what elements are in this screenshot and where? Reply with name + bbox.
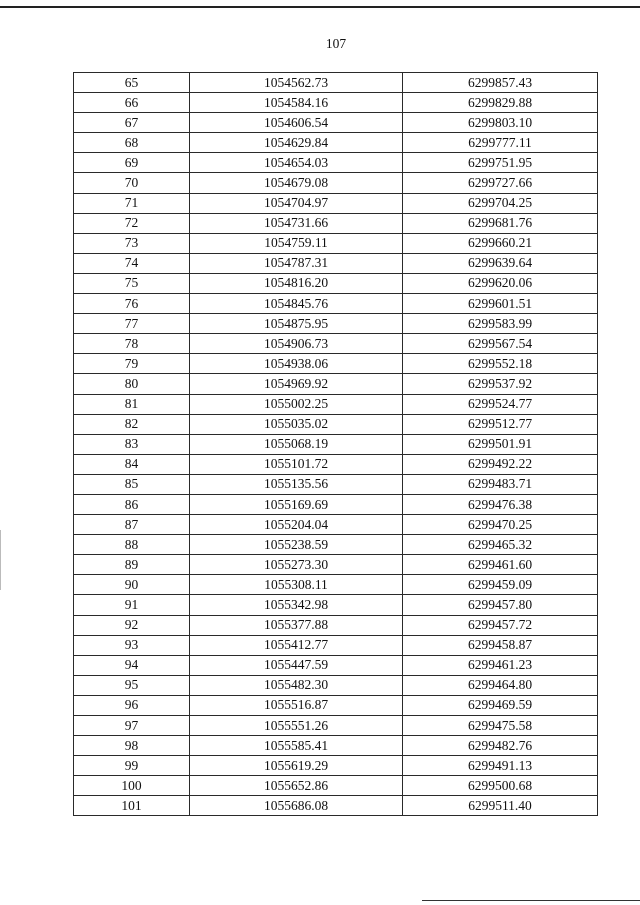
x-coordinate-cell: 1055273.30	[190, 555, 403, 575]
point-number-cell: 89	[74, 555, 190, 575]
y-coordinate-cell: 6299476.38	[403, 494, 598, 514]
point-number-cell: 71	[74, 193, 190, 213]
x-coordinate-cell: 1055169.69	[190, 494, 403, 514]
table-row	[74, 756, 598, 776]
x-coordinate-cell: 1055619.29	[190, 756, 403, 776]
point-number-cell: 100	[74, 776, 190, 796]
table-row	[74, 414, 598, 434]
table-row	[74, 253, 598, 273]
x-coordinate-cell: 1055002.25	[190, 394, 403, 414]
table-row	[74, 796, 598, 816]
y-coordinate-cell: 6299511.40	[403, 796, 598, 816]
x-coordinate-cell: 1055377.88	[190, 615, 403, 635]
point-number-cell: 78	[74, 334, 190, 354]
table-row	[74, 374, 598, 394]
table-row	[74, 133, 598, 153]
x-coordinate-cell: 1054606.54	[190, 113, 403, 133]
y-coordinate-cell: 6299500.68	[403, 776, 598, 796]
y-coordinate-cell: 6299475.58	[403, 716, 598, 736]
y-coordinate-cell: 6299537.92	[403, 374, 598, 394]
x-coordinate-cell: 1054562.73	[190, 73, 403, 93]
point-number-cell: 74	[74, 253, 190, 273]
table-row	[74, 93, 598, 113]
y-coordinate-cell: 6299681.76	[403, 213, 598, 233]
point-number-cell: 84	[74, 454, 190, 474]
x-coordinate-cell: 1054906.73	[190, 334, 403, 354]
y-coordinate-cell: 6299461.23	[403, 655, 598, 675]
table-row	[74, 515, 598, 535]
table-row	[74, 213, 598, 233]
point-number-cell: 101	[74, 796, 190, 816]
point-number-cell: 76	[74, 294, 190, 314]
bottom-rule	[422, 900, 640, 901]
table-row	[74, 494, 598, 514]
y-coordinate-cell: 6299567.54	[403, 334, 598, 354]
x-coordinate-cell: 1055585.41	[190, 736, 403, 756]
table-row	[74, 776, 598, 796]
point-number-cell: 90	[74, 575, 190, 595]
x-coordinate-cell: 1054787.31	[190, 253, 403, 273]
table-row	[74, 394, 598, 414]
y-coordinate-cell: 6299639.64	[403, 253, 598, 273]
table-row	[74, 716, 598, 736]
table-row	[74, 113, 598, 133]
table-row	[74, 294, 598, 314]
point-number-cell: 67	[74, 113, 190, 133]
table-row	[74, 655, 598, 675]
y-coordinate-cell: 6299857.43	[403, 73, 598, 93]
y-coordinate-cell: 6299777.11	[403, 133, 598, 153]
y-coordinate-cell: 6299524.77	[403, 394, 598, 414]
x-coordinate-cell: 1054679.08	[190, 173, 403, 193]
x-coordinate-cell: 1055068.19	[190, 434, 403, 454]
x-coordinate-cell: 1055412.77	[190, 635, 403, 655]
y-coordinate-cell: 6299660.21	[403, 233, 598, 253]
table-row	[74, 354, 598, 374]
y-coordinate-cell: 6299727.66	[403, 173, 598, 193]
x-coordinate-cell: 1055686.08	[190, 796, 403, 816]
y-coordinate-cell: 6299704.25	[403, 193, 598, 213]
table-row	[74, 193, 598, 213]
point-number-cell: 98	[74, 736, 190, 756]
page-number: 107	[325, 36, 347, 51]
top-rule	[0, 6, 640, 8]
point-number-cell: 75	[74, 273, 190, 293]
x-coordinate-cell: 1055652.86	[190, 776, 403, 796]
point-number-cell: 79	[74, 354, 190, 374]
x-coordinate-cell: 1054938.06	[190, 354, 403, 374]
table-row	[74, 334, 598, 354]
x-coordinate-cell: 1054731.66	[190, 213, 403, 233]
y-coordinate-cell: 6299829.88	[403, 93, 598, 113]
y-coordinate-cell: 6299461.60	[403, 555, 598, 575]
y-coordinate-cell: 6299583.99	[403, 314, 598, 334]
table-row	[74, 555, 598, 575]
x-coordinate-cell: 1055447.59	[190, 655, 403, 675]
table-row	[74, 73, 598, 93]
x-coordinate-cell: 1055516.87	[190, 695, 403, 715]
point-number-cell: 68	[74, 133, 190, 153]
point-number-cell: 85	[74, 474, 190, 494]
table-row	[74, 273, 598, 293]
point-number-cell: 97	[74, 716, 190, 736]
table-row	[74, 474, 598, 494]
point-number-cell: 88	[74, 535, 190, 555]
y-coordinate-cell: 6299491.13	[403, 756, 598, 776]
table-row	[74, 615, 598, 635]
point-number-cell: 65	[74, 73, 190, 93]
point-number-cell: 92	[74, 615, 190, 635]
y-coordinate-cell: 6299803.10	[403, 113, 598, 133]
y-coordinate-cell: 6299492.22	[403, 454, 598, 474]
point-number-cell: 93	[74, 635, 190, 655]
x-coordinate-cell: 1055035.02	[190, 414, 403, 434]
point-number-cell: 70	[74, 173, 190, 193]
table-row	[74, 434, 598, 454]
coordinates-table	[73, 72, 598, 816]
x-coordinate-cell: 1055482.30	[190, 675, 403, 695]
y-coordinate-cell: 6299483.71	[403, 474, 598, 494]
y-coordinate-cell: 6299469.59	[403, 695, 598, 715]
point-number-cell: 95	[74, 675, 190, 695]
table-row	[74, 595, 598, 615]
x-coordinate-cell: 1055551.26	[190, 716, 403, 736]
x-coordinate-cell: 1054969.92	[190, 374, 403, 394]
scan-margin-mark	[0, 530, 1, 590]
table-row	[74, 635, 598, 655]
table-row	[74, 575, 598, 595]
point-number-cell: 82	[74, 414, 190, 434]
x-coordinate-cell: 1055308.11	[190, 575, 403, 595]
point-number-cell: 91	[74, 595, 190, 615]
x-coordinate-cell: 1055135.56	[190, 474, 403, 494]
y-coordinate-cell: 6299470.25	[403, 515, 598, 535]
x-coordinate-cell: 1055101.72	[190, 454, 403, 474]
x-coordinate-cell: 1054875.95	[190, 314, 403, 334]
x-coordinate-cell: 1054816.20	[190, 273, 403, 293]
y-coordinate-cell: 6299457.80	[403, 595, 598, 615]
point-number-cell: 81	[74, 394, 190, 414]
table-row	[74, 233, 598, 253]
point-number-cell: 99	[74, 756, 190, 776]
table-row	[74, 736, 598, 756]
point-number-cell: 96	[74, 695, 190, 715]
x-coordinate-cell: 1055204.04	[190, 515, 403, 535]
point-number-cell: 77	[74, 314, 190, 334]
y-coordinate-cell: 6299620.06	[403, 273, 598, 293]
point-number-cell: 80	[74, 374, 190, 394]
y-coordinate-cell: 6299465.32	[403, 535, 598, 555]
y-coordinate-cell: 6299501.91	[403, 434, 598, 454]
x-coordinate-cell: 1054704.97	[190, 193, 403, 213]
x-coordinate-cell: 1054629.84	[190, 133, 403, 153]
table-row	[74, 153, 598, 173]
coordinates-table-body	[74, 73, 598, 816]
x-coordinate-cell: 1054845.76	[190, 294, 403, 314]
x-coordinate-cell: 1054584.16	[190, 93, 403, 113]
table-row	[74, 695, 598, 715]
point-number-cell: 94	[74, 655, 190, 675]
point-number-cell: 72	[74, 213, 190, 233]
point-number-cell: 86	[74, 494, 190, 514]
y-coordinate-cell: 6299482.76	[403, 736, 598, 756]
table-row	[74, 173, 598, 193]
point-number-cell: 83	[74, 434, 190, 454]
table-row	[74, 454, 598, 474]
table-row	[74, 675, 598, 695]
y-coordinate-cell: 6299552.18	[403, 354, 598, 374]
table-row	[74, 535, 598, 555]
x-coordinate-cell: 1054654.03	[190, 153, 403, 173]
point-number-cell: 69	[74, 153, 190, 173]
point-number-cell: 66	[74, 93, 190, 113]
table-row	[74, 314, 598, 334]
y-coordinate-cell: 6299459.09	[403, 575, 598, 595]
y-coordinate-cell: 6299601.51	[403, 294, 598, 314]
y-coordinate-cell: 6299457.72	[403, 615, 598, 635]
x-coordinate-cell: 1055238.59	[190, 535, 403, 555]
y-coordinate-cell: 6299512.77	[403, 414, 598, 434]
x-coordinate-cell: 1054759.11	[190, 233, 403, 253]
y-coordinate-cell: 6299751.95	[403, 153, 598, 173]
point-number-cell: 87	[74, 515, 190, 535]
point-number-cell: 73	[74, 233, 190, 253]
y-coordinate-cell: 6299458.87	[403, 635, 598, 655]
y-coordinate-cell: 6299464.80	[403, 675, 598, 695]
x-coordinate-cell: 1055342.98	[190, 595, 403, 615]
